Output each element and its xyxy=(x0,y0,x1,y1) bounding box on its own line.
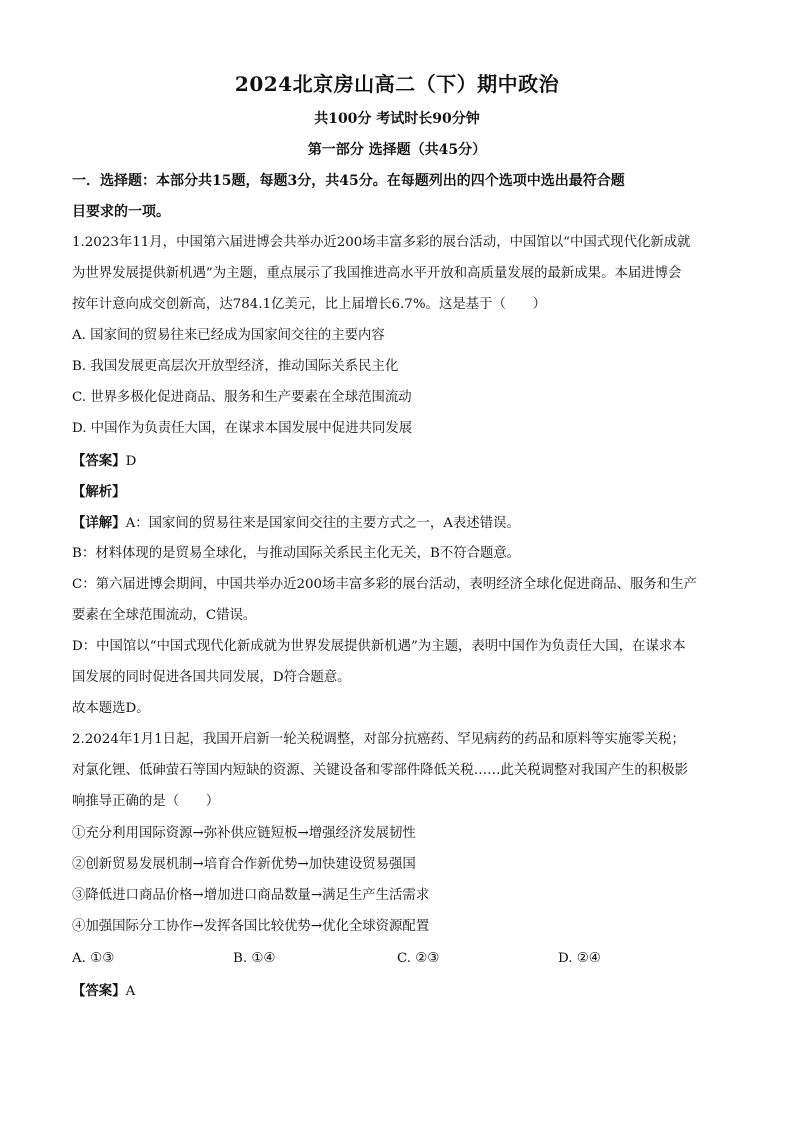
page-title: 2024北京房山高二（下）期中政治 xyxy=(234,72,560,96)
q1-stem-line-2: 为世界发展提供新机遇”为主题，重点展示了我国推进高水平开放和高质量发展的最新成果。本届进博会 xyxy=(72,266,682,281)
q2-choice-d: D. ②④ xyxy=(558,951,601,966)
q2-statement-4: ④加强国际分工协作→发挥各国比较优势→优化全球资源配置 xyxy=(72,919,430,934)
q2-stem-line-1: 2.2024年1月1日起，我国开启新一轮关税调整，对部分抗癌药、罕见病药的药品和原料等实施零关税； xyxy=(72,732,685,747)
q1-option-c: C. 世界多极化促进商品、服务和生产要素在全球范围流动 xyxy=(72,390,412,405)
q2-statement-2: ②创新贸易发展机制→培育合作新优势→加快建设贸易强国 xyxy=(72,857,416,872)
q1-answer xyxy=(72,452,732,471)
q1-detail-text-1: A：国家间的贸易往来是国家间交往的主要方式之一，A表述错误。 xyxy=(125,516,520,531)
q1-option-a: A. 国家间的贸易往来已经成为国家间交往的主要内容 xyxy=(72,328,385,343)
q1-option-b: B. 我国发展更高层次开放型经济，推动国际关系民主化 xyxy=(72,359,399,374)
q2-answer xyxy=(72,982,732,1001)
q2-stem-line-3: 响推导正确的是（ ） xyxy=(72,794,220,809)
q1-detail-line-6: 国发展的同时促进各国共同发展，D符合题意。 xyxy=(72,670,351,685)
q2-choice-b: B. ①④ xyxy=(233,951,276,966)
exam-meta: 共100分 考试时长90分钟 xyxy=(314,111,480,127)
q1-stem-line-3: 按年计意向成交创新高，达784.1亿美元，比上届增长6.7%。这是基于（ ） xyxy=(72,297,547,312)
q2-stem-line-2: 对氯化锂、低砷萤石等国内短缺的资源、关键设备和零部件降低关税……此关税调整对我国产生的积极影 xyxy=(72,763,688,778)
q2-statement-3: ③降低进口商品价格→增加进口商品数量→满足生产生活需求 xyxy=(72,888,430,903)
q1-option-d: D. 中国作为负责任大国，在谋求本国发展中促进共同发展 xyxy=(72,421,413,436)
q2-choice-c: C. ②③ xyxy=(397,951,440,966)
q2-answer-value: A xyxy=(125,984,136,999)
q1-detail-line-3: C：第六届进博会期间，中国共举办近200场丰富多彩的展台活动，表明经济全球化促进商品、服务和生产 xyxy=(72,577,697,592)
q1-analysis-tag: 【解析】 xyxy=(72,484,126,500)
q1-answer-value: D xyxy=(125,454,137,469)
q1-analysis xyxy=(72,483,732,502)
q1-detail-line-2: B：材料体现的是贸易全球化，与推动国际关系民主化无关，B不符合题意。 xyxy=(72,546,521,561)
q1-stem-line-1: 1.2023年11月，中国第六届进博会共举办近200场丰富多彩的展台活动，中国馆以“中国式现代化新成就 xyxy=(72,235,691,250)
q1-detail-line-7: 故本题选D。 xyxy=(72,701,150,716)
q1-detail-line-5: D：中国馆以“中国式现代化新成就为世界发展提供新机遇”为主题，表明中国作为负责任大国，在谋求本 xyxy=(72,639,686,654)
q2-answer-tag: 【答案】 xyxy=(72,983,126,999)
q1-detail-line-4: 要素在全球范围流动，C错误。 xyxy=(72,608,257,623)
section-instruction-line-1: 一．选择题：本部分共15题，每题3分，共45分。在每题列出的四个选项中选出最符合题 xyxy=(72,173,625,189)
q2-choice-a: A. ①③ xyxy=(72,951,115,966)
part-heading: 第一部分 选择题（共45分） xyxy=(307,142,487,158)
q1-answer-tag: 【答案】 xyxy=(72,453,126,469)
section-instruction-line-2: 目要求的一项。 xyxy=(72,204,170,220)
q2-statement-1: ①充分利用国际资源→弥补供应链短板→增强经济发展韧性 xyxy=(72,826,416,841)
q1-detail-line-1 xyxy=(72,514,732,533)
q1-detail-tag: 【详解】 xyxy=(72,515,126,531)
